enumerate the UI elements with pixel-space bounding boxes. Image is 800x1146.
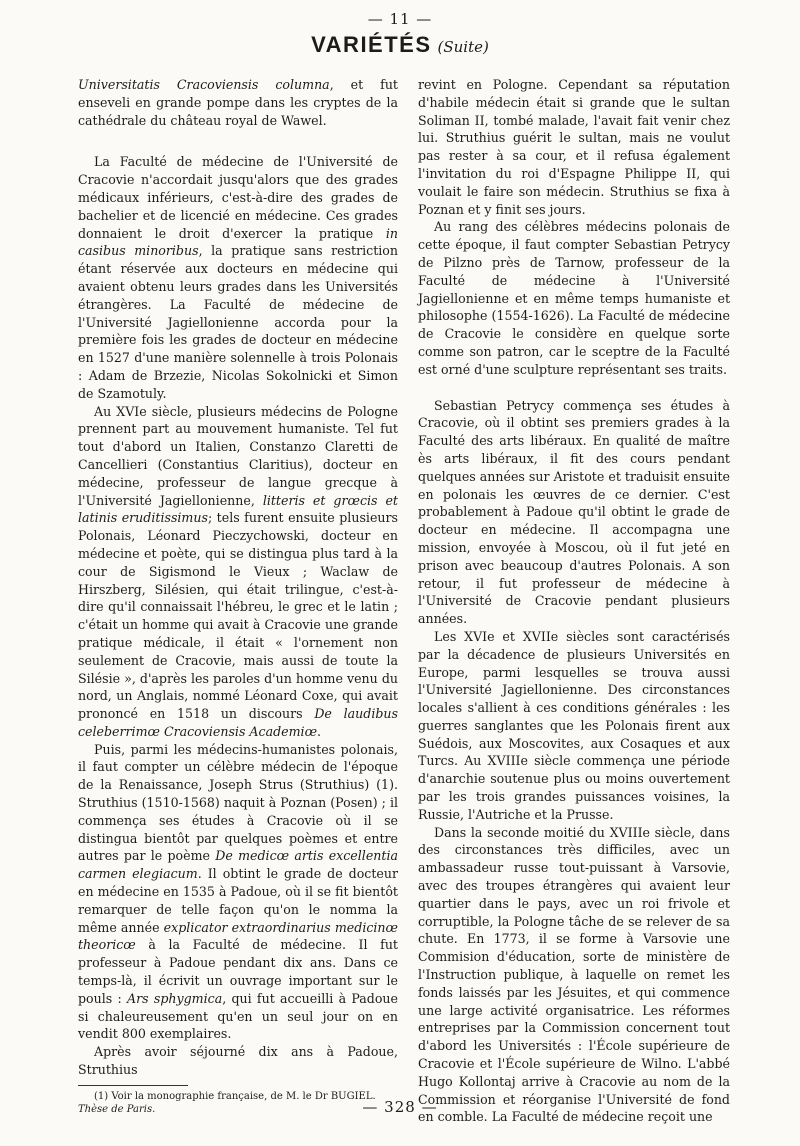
paragraph: Les XVIe et XVIIe siècles sont caractérisés par la décadence de plusieurs Universités en Europe, parmi lesquelles se trouva aussi l'Université Jagiellonienne. Des circonstances locales s'allient à ces conditions générales : les guerres sanglantes que les Polonais firent aux Suédois, aux Moscovites, aux Cosaques et aux Turcs. Au XVIIIe siècle commença une période d'anarchie soutenue plus ou moins ouvertement par les trois grandes puissances voisines, la Russie, l'Autriche et la Prusse. (418, 628, 730, 822)
latin-phrase: De medicœ artis excellentia carmen elegiacum (78, 848, 398, 882)
paragraph: Dans la seconde moitié du XVIIIe siècle, dans des circonstances très difficiles, avec un ambassadeur russe tout-puissant à Varsovie, avec des troupes étrangères qui avaient leur quartier dans le pays, avec un roi frivole et corruptible, la Pologne tâche de se relever de sa chute. En 1773, il se forme à Varsovie une Commision d'éducation, sorte de ministère de l'Instruction publique, à laquelle on remet les fonds laissés par les Jésuites, et qui commence une large activité organisatrice. Les réformes entreprises par la Commission concernent tout d'abord les Universités : l'École supérieure de Cracovie et l'École supérieure de Wilno. L'abbé Hugo Kollontaj arrive à Cracovie au nom de la Commission et réorganise l'Université de fond en comble. La Faculté de médecine reçoit une (418, 824, 730, 1125)
latin-phrase: explicator extraordinarius medicinœ theoricœ (78, 919, 398, 953)
latin-phrase: litteris et grœcis et latinis eruditissimus (78, 492, 398, 526)
section-title: VARIÉTÉS (311, 32, 432, 57)
paragraph: Après avoir séjourné dix ans à Padoue, Struthius (78, 1044, 398, 1078)
latin-phrase: in casibus minoribus (78, 225, 398, 259)
left-column (78, 76, 398, 1115)
paragraph: Puis, parmi les médecins-humanistes polonais, il faut compter un célèbre médecin de l'époque de la Renaissance, Joseph Strus (Struthius) (1). Struthius (1510-1568) naquit à Poznan (Posen) ; il commença ses études à Cracovie où il se distingua bientôt par quelques poèmes et entre autres par le poème De medicœ artis excellentia carmen elegiacum. Il obtint le grade de docteur en médecine en 1535 à Padoue, où il se fit bientôt remarquer de telle façon qu'on le nomma la même année explicator extraordinarius medicinœ theoricœ à la Faculté de médecine. Il fut professeur à Padoue pendant dix ans. Dans ce temps-là, il écrivit un ouvrage important sur le pouls : Ars sphygmica, qui fut accueilli à Padoue si chaleureusement qu'en un seul jour on en vendit 800 exemplaires. (78, 741, 398, 1042)
section-subtitle: (Suite) (437, 38, 489, 56)
page-number-bottom: — 328 — (362, 1098, 438, 1116)
paragraph: Sebastian Petrycy commença ses études à Cracovie, où il obtint ses premiers grades à la Faculté des arts libéraux. En qualité de maître ès arts libéraux, il fit des cours pendant quelques années sur Aristote et traduisit ensuite en polonais les œuvres de ce dernier. C'est probablement à Padoue qu'il obtint le grade de docteur en médecine. Il accompagna une mission, envoyée à Moscou, où il fut jeté en prison avec beaucoup d'autres Polonais. A son retour, il fut professeur de médecine à l'Université de Cracovie pendant plusieurs années. (418, 397, 730, 627)
footnote: (1) Voir la monographie française, de M. le Dr BUGIEL. Thèse de Paris. (78, 1090, 376, 1115)
paragraph: La Faculté de médecine de l'Université de Cracovie n'accordait jusqu'alors que des grades médicaux inférieurs, c'est-à-dire des grades de bachelier et de licencié en médecine. Ces grades donnaient le droit d'exercer la pratique in casibus minoribus, la pratique sans restriction étant réservée aux docteurs en médecine qui avaient obtenu leurs grades dans les Universités étrangères. La Faculté de médecine de l'Université Jagiellonienne accorda pour la première fois les grades de docteur en médecine en 1527 d'une manière solennelle à trois Polonais : Adam de Brzezie, Nicolas Sokolnicki et Simon de Szamotuly. (78, 154, 398, 401)
paragraph: Au XVIe siècle, plusieurs médecins de Pologne prennent part au mouvement humaniste. Tel fut tout d'abord un Italien, Constanzo Claretti de Cancellieri (Constantius Claritius), docteur en médecine, professeur de langue grecque à l'Université Jagiellonienne, litteris et grœcis et latinis eruditissimus; tels furent ensuite plusieurs Polonais, Léonard Pieczychowski, docteur en médecine et poète, qui se distingua plus tard à la cour de Sigismond le Vieux ; Waclaw de Hirszberg, Silésien, qui était trilingue, c'est-à-dire qu'il connaissait l'hébreu, le grec et le latin ; c'était un homme qui avait à Cracovie une grande pratique médicale, il était « l'ornement non seulement de Cracovie, mais aussi de toute la Silésie », d'après les paroles d'un homme venu du nord, un Anglais, nommé Léonard Coxe, qui avait prononcé en 1518 un discours De laudibus celeberrimœ Cracoviensis Academiœ. (78, 403, 398, 739)
paragraph: Au rang des célèbres médecins polonais de cette époque, il faut compter Sebastian Petrycy de Pilzno près de Tarnow, professeur de la Faculté de médecine à l'Université Jagiellonienne et en même temps humaniste et philosophe (1554-1626). La Faculté de médecine de Cracovie le considère en quelque sorte comme son patron, car le sceptre de la Faculté est orné d'une sculpture représentant ses traits. (418, 219, 730, 377)
right-column (418, 76, 730, 1125)
paragraph: revint en Pologne. Cependant sa réputation d'habile médecin était si grande que le sultan Soliman II, tombé malade, l'avait fait venir chez lui. Struthius guérit le sultan, mais ne voulut pas rester à sa cour, et il refusa également l'invitation du roi d'Espagne Philippe II, qui voulait le faire son médecin. Struthius se fixa à Poznan et y finit ses jours. (418, 77, 730, 217)
section-heading (0, 30, 800, 62)
footnote-divider (78, 1085, 188, 1086)
latin-phrase: De laudibus celeberrimœ Cracoviensis Academiœ (78, 706, 398, 739)
latin-phrase: Ars sphygmica (127, 990, 223, 1006)
latin-phrase: Universitatis Cracoviensis columna (78, 77, 330, 92)
paragraph: Universitatis Cracoviensis columna, et fut enseveli en grande pompe dans les cryptes de la cathédrale du château royal de Wawel. (78, 77, 398, 128)
page-number-top: — 11 — (367, 10, 433, 28)
